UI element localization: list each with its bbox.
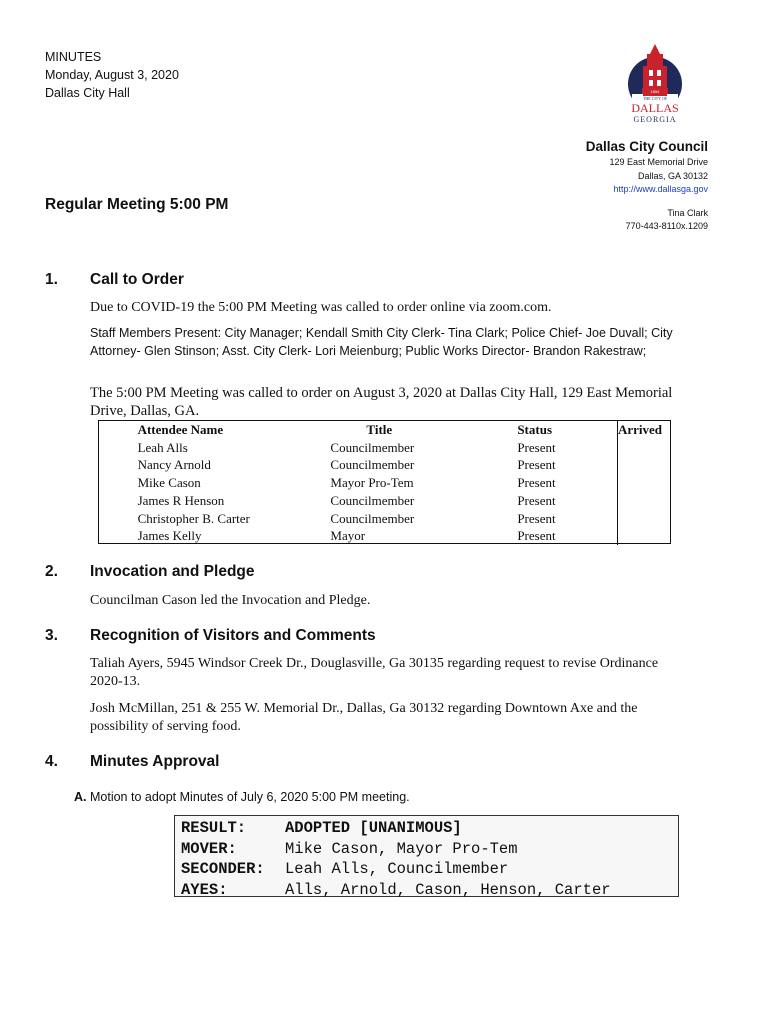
attendee-status: Present xyxy=(517,474,617,492)
section-number: 1. xyxy=(45,271,58,288)
motion-label: A. xyxy=(74,790,87,804)
council-address-line2: Dallas, GA 30132 xyxy=(637,170,708,181)
section-title: Invocation and Pledge xyxy=(90,563,255,580)
section-number: 3. xyxy=(45,627,58,644)
table-row xyxy=(99,474,670,492)
council-website-link[interactable]: http://www.dallasga.gov xyxy=(613,184,708,194)
svg-text:1854: 1854 xyxy=(650,89,660,94)
attendee-title: Mayor xyxy=(330,528,366,544)
attendee-title: Councilmember xyxy=(330,492,415,508)
attendee-name: Nancy Arnold xyxy=(137,457,211,473)
attendee-title: Councilmember xyxy=(330,439,415,455)
table-row xyxy=(99,439,670,457)
mover-row xyxy=(181,839,678,860)
minutes-label: MINUTES xyxy=(45,50,102,64)
call-to-order-text: The 5:00 PM Meeting was called to order on August 3, 2020 at Dallas City Hall, 129 East Memorial Drive, Dallas, GA. xyxy=(90,385,673,419)
attendee-arrived xyxy=(617,456,670,474)
table-row xyxy=(99,510,670,528)
svg-text:GEORGIA: GEORGIA xyxy=(633,115,677,124)
col-header-arrived: Arrived xyxy=(617,422,662,437)
col-header-name: Attendee Name xyxy=(137,422,224,437)
council-contact-name: Tina Clark xyxy=(667,207,708,218)
attendee-arrived xyxy=(617,510,670,528)
attendee-name: Mike Cason xyxy=(137,475,201,491)
section-heading-call-to-order xyxy=(45,271,184,289)
attendee-arrived xyxy=(617,492,670,510)
seconder-label: SECONDER: xyxy=(181,860,265,878)
table-row xyxy=(99,492,670,510)
visitor-comment: Taliah Ayers, 5945 Windsor Creek Dr., Douglasville, Ga 30135 regarding request to revise Ordinance 2020-13. xyxy=(90,656,659,689)
attendee-title: Councilmember xyxy=(330,510,415,526)
section-number: 4. xyxy=(45,753,58,770)
ayes-row xyxy=(181,880,678,901)
section-title: Recognition of Visitors and Comments xyxy=(90,627,376,644)
attendee-name: James R Henson xyxy=(137,492,225,508)
covid-notice: Due to COVID-19 the 5:00 PM Meeting was called to order online via zoom.com. xyxy=(90,300,552,315)
visitor-comment: Josh McMillan, 251 & 255 W. Memorial Dr., Dallas, Ga 30132 regarding Downtown Axe and the possibility of serving food. xyxy=(90,701,638,734)
minutes-header xyxy=(45,48,179,102)
section-heading-invocation xyxy=(45,563,255,581)
result-label: RESULT: xyxy=(181,819,247,837)
motion-text: Motion to adopt Minutes of July 6, 2020 5:00 PM meeting. xyxy=(89,790,410,804)
council-contact-phone: 770-443-8110x.1209 xyxy=(625,221,708,231)
staff-present: Staff Members Present: City Manager; Kendall Smith City Clerk- Tina Clark; Police Chief- Joe Duvall; City Attorney- Glen Stinson; Asst. City Clerk- Lori Meienburg; Public Works Director- Brandon Rakestraw; xyxy=(90,326,673,358)
council-info xyxy=(586,138,708,234)
svg-text:DALLAS: DALLAS xyxy=(631,101,679,115)
attendee-status: Present xyxy=(517,527,617,545)
table-row xyxy=(99,527,670,545)
mover-value: Mike Cason, Mayor Pro-Tem xyxy=(285,839,518,858)
attendee-status: Present xyxy=(517,439,617,457)
attendee-name: Leah Alls xyxy=(137,439,188,455)
attendee-title: Councilmember xyxy=(330,457,415,473)
attendee-title: Mayor Pro-Tem xyxy=(330,475,414,491)
section-title: Call to Order xyxy=(90,271,184,288)
city-seal-logo xyxy=(620,40,690,128)
attendance-header-row xyxy=(99,421,670,439)
attendee-status: Present xyxy=(517,492,617,510)
section-heading-visitors xyxy=(45,627,376,645)
attendee-arrived xyxy=(617,474,670,492)
attendee-arrived xyxy=(617,439,670,457)
seconder-value: Leah Alls, Councilmember xyxy=(285,860,509,878)
motion-item xyxy=(74,790,410,804)
attendee-status: Present xyxy=(517,456,617,474)
ayes-value: Alls, Arnold, Cason, Henson, Carter xyxy=(285,880,611,899)
table-row xyxy=(99,456,670,474)
result-row xyxy=(181,818,678,839)
col-header-title: Title xyxy=(366,422,393,437)
vote-result-box xyxy=(174,815,679,897)
council-address-line1: 129 East Memorial Drive xyxy=(609,157,708,167)
section-heading-minutes-approval xyxy=(45,753,219,771)
council-name: Dallas City Council xyxy=(585,139,708,154)
svg-text:THE CITY OF: THE CITY OF xyxy=(642,96,668,101)
seconder-row xyxy=(181,859,678,880)
meeting-location: Dallas City Hall xyxy=(45,86,130,100)
attendee-arrived xyxy=(617,527,670,545)
attendee-name: Christopher B. Carter xyxy=(137,510,250,526)
section-title: Minutes Approval xyxy=(90,753,220,770)
attendee-status: Present xyxy=(517,510,617,528)
meeting-type-title: Regular Meeting 5:00 PM xyxy=(45,196,229,213)
ayes-label: AYES: xyxy=(181,880,228,899)
attendance-table xyxy=(98,420,671,544)
mover-label: MOVER: xyxy=(181,839,237,858)
attendee-name: James Kelly xyxy=(137,528,202,544)
col-header-status: Status xyxy=(517,421,617,439)
invocation-text: Councilman Cason led the Invocation and Pledge. xyxy=(90,593,371,608)
meeting-date: Monday, August 3, 2020 xyxy=(45,68,179,82)
section-number: 2. xyxy=(45,563,58,580)
result-value: ADOPTED [UNANIMOUS] xyxy=(285,819,462,837)
